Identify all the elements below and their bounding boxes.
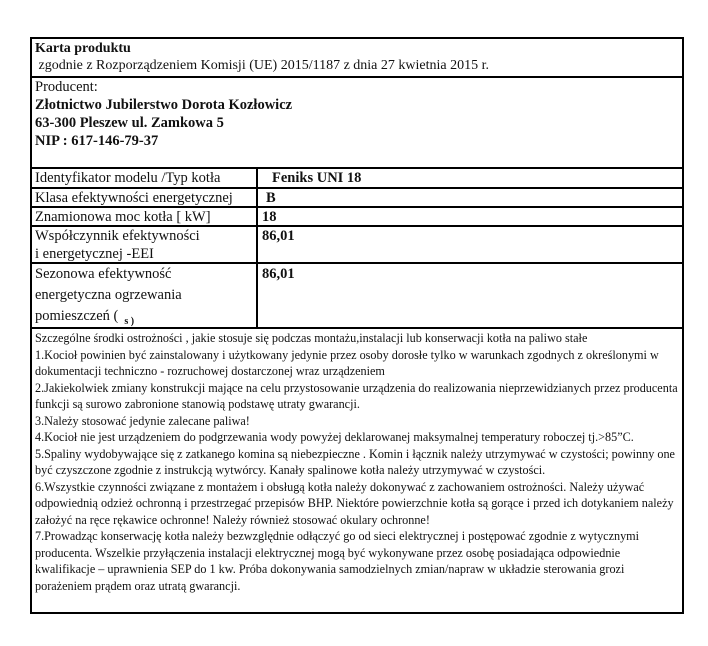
row-label: Współczynnik efektywności i energetycznej -EEI [32, 227, 258, 262]
producer-nip: NIP : 617-146-79-37 [35, 133, 159, 149]
row-value: B [266, 190, 276, 206]
table-row [32, 227, 682, 264]
card-subtitle: zgodnie z Rozporządzeniem Komisji (UE) 2015/1187 z dnia 27 kwietnia 2015 r. [35, 58, 489, 73]
row-label: Sezonowa efektywność energetyczna ogrzewania pomieszczeń ( [35, 266, 182, 324]
row-value: 86,01 [262, 266, 295, 282]
producer-name: Złotnictwo Jubilerstwo Dorota Kozłowicz [35, 97, 293, 113]
table-row [32, 208, 682, 227]
row-value: 18 [262, 209, 277, 225]
notes-heading: Szczególne środki ostrożności , jakie stosuje się podczas montażu,instalacji lub konserwacji kotła na paliwo stałe [35, 331, 588, 345]
row-label: Identyfikator modelu /Typ kotła [32, 169, 258, 187]
card-title: Karta produktu [35, 41, 131, 56]
safety-notes [32, 329, 682, 595]
table-row [32, 169, 682, 189]
note-item: 6.Wszystkie czynności związane z montażem i obsługą kotła należy dokonywać z zachowaniem ostrożności. Należy używać odpowiednią odzież ochronną i przestrzegać przepisów BHP. Niektóre powierzchnie kotła są gorące i przed ich dotykaniem należy założyć na ręce rękawice ochronne! Należy również stosować okulary ochronne! [35, 479, 674, 527]
row-label-container [32, 264, 258, 327]
note-item: 3.Należy stosować jedynie zalecane paliwa! [35, 413, 250, 428]
note-item: 5.Spaliny wydobywające się z zatkanego komina są niebezpieczne . Komin i łącznik należy utrzymywać w czystości; powinny one być czyszczone zgodnie z instrukcją wytwórcy. Kanały spalinowe kotła należy utrzymywać w czystości. [35, 446, 675, 477]
product-card [30, 37, 684, 614]
row-value: Feniks UNI 18 [272, 170, 362, 186]
note-item: 1.Kocioł powinien być zainstalowany i użytkowany jedynie przez osoby dorosłe tylko w warunkach zgodnych z określonymi w dokumentacji techniczno - rozruchowej dostarczonej wraz urządzeniem [35, 347, 659, 378]
note-item: 4.Kocioł nie jest urządzeniem do podgrzewania wody powyżej deklarowanej maksymalnej temperatury roboczej tj.>85”C. [35, 430, 634, 444]
note-item: 7.Prowadząc konserwację kotła należy bezwzględnie odłączyć go od sieci elektrycznej i postępować zgodnie z wytycznymi producenta. Wszelkie przyłączenia instalacji elektrycznej mogą być wykonywane przez osobę posiadająca odpowiednie kwalifikacje – uprawnienia SEP do 1 kw. Próba dokonywania samodzielnych zmian/napraw w układzie sterowania grozi porażeniem prądem oraz utratą gwarancji. [35, 529, 640, 593]
card-header [32, 39, 682, 78]
producer-address: 63-300 Pleszew ul. Zamkowa 5 [35, 115, 224, 131]
producer-label: Producent: [35, 79, 98, 95]
note-item: 2.Jakiekolwiek zmiany konstrukcji mające na celu przystosowanie urządzenia do realizowania nieprzewidzianych przez producenta funkcji są surowo zabronione stanowią podstawę utraty gwarancji. [35, 380, 678, 411]
table-row [32, 264, 682, 329]
producer-section [32, 78, 682, 169]
table-row [32, 189, 682, 208]
row-label: Klasa efektywności energetycznej [32, 189, 258, 206]
row-value: 86,01 [262, 228, 295, 244]
row-label: Znamionowa moc kotła [ kW] [32, 208, 258, 225]
row-label-subscript: s ) [124, 316, 135, 327]
